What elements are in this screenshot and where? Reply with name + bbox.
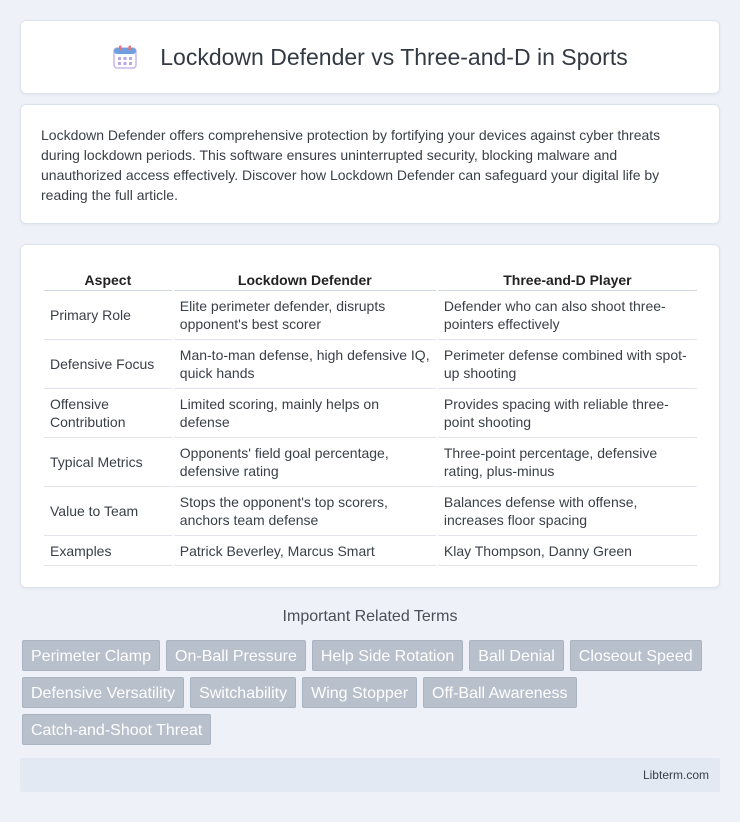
column-header-aspect: Aspect xyxy=(44,265,172,291)
header-card xyxy=(20,20,720,94)
related-terms-list xyxy=(22,640,722,751)
table-row xyxy=(44,536,697,566)
table-cell-aspect: Offensive Contribution xyxy=(44,389,172,438)
related-term-tag[interactable]: Catch-and-Shoot Threat xyxy=(22,714,211,745)
table-row xyxy=(44,389,697,438)
table-cell-three-and-d-player: Defender who can also shoot three-pointers effectively xyxy=(438,291,697,340)
intro-text: Lockdown Defender offers comprehensive protection by fortifying your devices against cyber threats during lockdown periods. This software ensures uninterrupted security, blocking malware and unauthorized access effectively. Discover how Lockdown Defender can safeguard your digital life by reading the full article. xyxy=(41,127,661,203)
table-row xyxy=(44,438,697,487)
table-cell-lockdown-defender: Patrick Beverley, Marcus Smart xyxy=(174,536,436,566)
page-title: Lockdown Defender vs Three-and-D in Sports xyxy=(160,43,628,70)
table-cell-aspect: Defensive Focus xyxy=(44,340,172,389)
table-row xyxy=(44,340,697,389)
table-cell-lockdown-defender: Man-to-man defense, high defensive IQ, quick hands xyxy=(174,340,436,389)
calendar-icon xyxy=(112,44,138,70)
table-cell-lockdown-defender: Elite perimeter defender, disrupts opponent's best scorer xyxy=(174,291,436,340)
table-cell-lockdown-defender: Stops the opponent's top scorers, anchors team defense xyxy=(174,487,436,536)
related-term-tag[interactable]: Perimeter Clamp xyxy=(22,640,160,671)
table-cell-aspect: Primary Role xyxy=(44,291,172,340)
related-term-tag[interactable]: Switchability xyxy=(190,677,296,708)
related-term-tag[interactable]: Ball Denial xyxy=(469,640,563,671)
table-row xyxy=(44,291,697,340)
column-header-three-and-d-player: Three-and-D Player xyxy=(438,265,697,291)
table-cell-aspect: Examples xyxy=(44,536,172,566)
footer-site-link[interactable]: Libterm.com xyxy=(642,768,709,782)
table-cell-three-and-d-player: Balances defense with offense, increases floor spacing xyxy=(438,487,697,536)
table-cell-three-and-d-player: Three-point percentage, defensive rating, plus-minus xyxy=(438,438,697,487)
table-cell-three-and-d-player: Klay Thompson, Danny Green xyxy=(438,536,697,566)
table-header-row xyxy=(44,265,697,291)
table-cell-aspect: Typical Metrics xyxy=(44,438,172,487)
comparison-card xyxy=(20,244,720,588)
related-term-tag[interactable]: Off-Ball Awareness xyxy=(423,677,576,708)
column-header-lockdown-defender: Lockdown Defender xyxy=(174,265,436,291)
table-cell-three-and-d-player: Perimeter defense combined with spot-up shooting xyxy=(438,340,697,389)
related-term-tag[interactable]: Wing Stopper xyxy=(302,677,417,708)
table-cell-lockdown-defender: Opponents' field goal percentage, defensive rating xyxy=(174,438,436,487)
related-terms-title: Important Related Terms xyxy=(282,608,458,625)
intro-card xyxy=(20,104,720,224)
related-term-tag[interactable]: Defensive Versatility xyxy=(22,677,184,708)
related-term-tag[interactable]: On-Ball Pressure xyxy=(166,640,306,671)
table-cell-aspect: Value to Team xyxy=(44,487,172,536)
footer xyxy=(20,758,720,792)
table-row xyxy=(44,487,697,536)
table-cell-lockdown-defender: Limited scoring, mainly helps on defense xyxy=(174,389,436,438)
related-term-tag[interactable]: Help Side Rotation xyxy=(312,640,463,671)
related-term-tag[interactable]: Closeout Speed xyxy=(570,640,702,671)
table-cell-three-and-d-player: Provides spacing with reliable three-point shooting xyxy=(438,389,697,438)
comparison-table xyxy=(42,265,699,566)
